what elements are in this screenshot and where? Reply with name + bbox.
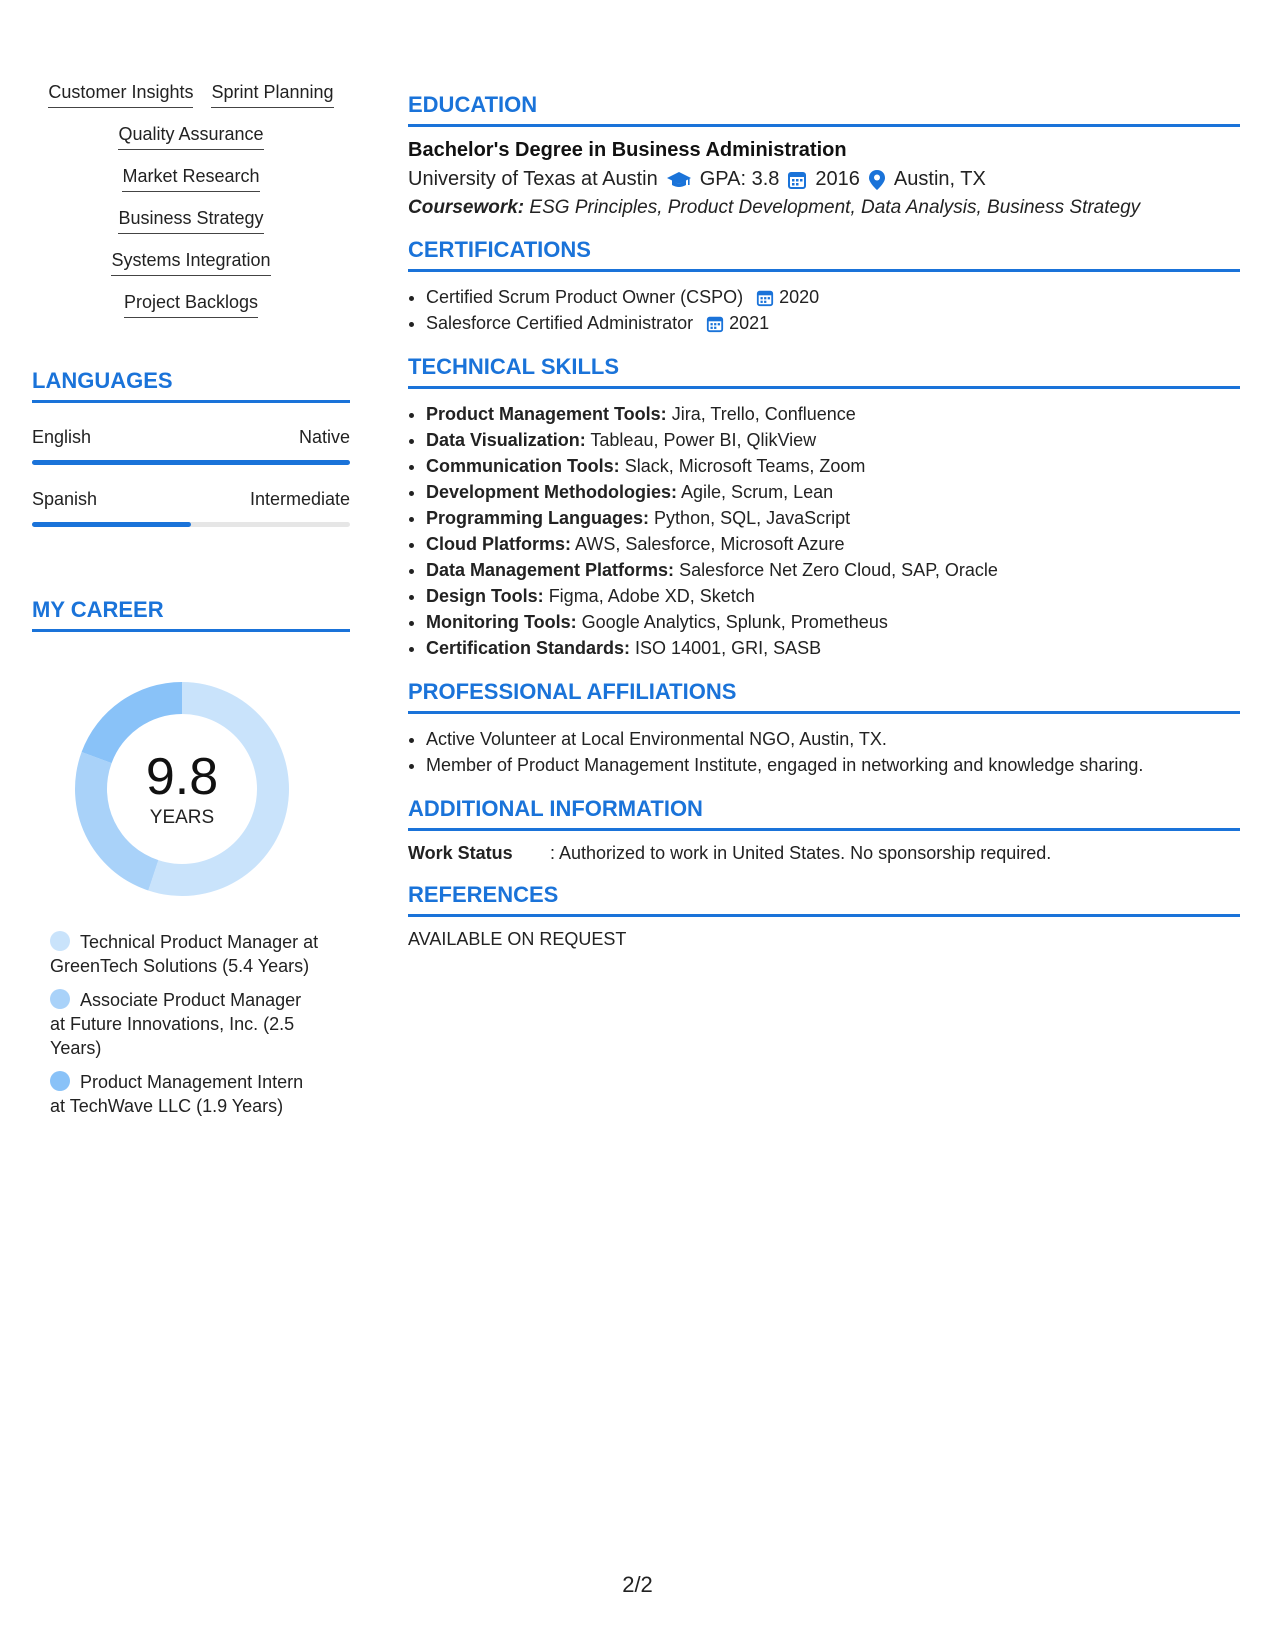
section-heading: TECHNICAL SKILLS [408, 354, 1240, 389]
career-total: 9.8 [145, 748, 219, 806]
coursework-value: ESG Principles, Product Development, Data Analysis, Business Strategy [529, 197, 1141, 218]
skill-label: Data Management Platforms: [426, 560, 675, 580]
legend-dot [50, 1071, 70, 1091]
skill-label: Product Management Tools: [426, 404, 667, 424]
calendar-icon [706, 315, 724, 333]
affiliations-list [408, 726, 1240, 778]
skill-item [426, 453, 1240, 479]
section-heading: REFERENCES [408, 882, 1240, 917]
degree-title: Bachelor's Degree in Business Administration [408, 139, 847, 161]
legend-dot [50, 931, 70, 951]
skill-value: Figma, Adobe XD, Sketch [548, 586, 755, 606]
legend-label: Associate Product Manager at Future Innovations, Inc. (2.5 Years) [50, 990, 302, 1058]
language-bar [32, 460, 350, 465]
legend-item [50, 930, 320, 978]
languages-section [32, 368, 350, 527]
certification-year: 2020 [779, 287, 820, 307]
skill-value: Agile, Scrum, Lean [681, 482, 834, 502]
skill-item [426, 401, 1240, 427]
skill-label: Cloud Platforms: [426, 534, 572, 554]
skill-label: Data Visualization: [426, 430, 586, 450]
skill-label: Monitoring Tools: [426, 612, 577, 632]
skill-value: ISO 14001, GRI, SASB [635, 638, 822, 658]
skill-label: Programming Languages: [426, 508, 650, 528]
affiliation-item: • Active Volunteer at Local Environmental NGO, Austin, TX. [426, 726, 1240, 752]
main-content [408, 92, 1240, 968]
career-legend [50, 930, 320, 1118]
skill-tag: Market Research [122, 166, 259, 192]
certification-name: Certified Scrum Product Owner (CSPO) [426, 287, 744, 307]
skill-value: Slack, Microsoft Teams, Zoom [624, 456, 866, 476]
education-meta [408, 168, 1240, 191]
career-section [32, 597, 350, 1118]
skill-item [426, 505, 1240, 531]
skill-tag: Quality Assurance [118, 124, 263, 150]
legend-label: Technical Product Manager at GreenTech Solutions (5.4 Years) [50, 932, 319, 976]
skill-value: AWS, Salesforce, Microsoft Azure [575, 534, 845, 554]
skill-item [426, 583, 1240, 609]
skill-tag: Business Strategy [118, 208, 263, 234]
references-section [408, 882, 1240, 950]
location-pin-icon [868, 169, 886, 191]
education-location: Austin, TX [893, 168, 986, 190]
references-text: AVAILABLE ON REQUEST [408, 929, 627, 949]
skill-item [426, 557, 1240, 583]
coursework [408, 197, 1240, 219]
affiliations-section [408, 679, 1240, 778]
skill-value: Jira, Trello, Confluence [671, 404, 856, 424]
language-name: English [32, 427, 92, 447]
skill-item [426, 635, 1240, 661]
language-bar [32, 522, 350, 527]
career-donut-chart [67, 674, 297, 904]
language-level: Native [298, 427, 350, 447]
certifications-section [408, 237, 1240, 336]
additional-info-section [408, 796, 1240, 864]
skill-item [426, 609, 1240, 635]
skill-tags [32, 82, 350, 318]
calendar-icon [787, 170, 807, 190]
certifications-list [408, 284, 1240, 336]
affiliation-item: • Member of Product Management Institute, engaged in networking and knowledge sharing. [426, 752, 1240, 778]
section-heading: CERTIFICATIONS [408, 237, 1240, 272]
skill-label: Certification Standards: [426, 638, 631, 658]
page-number: 2/2 [622, 1572, 653, 1597]
language-bar-fill [32, 522, 191, 527]
graduation-cap-icon [666, 170, 692, 190]
section-heading: PROFESSIONAL AFFILIATIONS [408, 679, 1240, 714]
skill-label: Development Methodologies: [426, 482, 678, 502]
skill-value: Python, SQL, JavaScript [654, 508, 851, 528]
skill-value: Salesforce Net Zero Cloud, SAP, Oracle [679, 560, 998, 580]
language-level: Intermediate [249, 489, 350, 509]
technical-skills-list [408, 401, 1240, 661]
sidebar [32, 82, 350, 1128]
skill-item [426, 531, 1240, 557]
skill-label: Communication Tools: [426, 456, 620, 476]
career-unit: YEARS [149, 807, 215, 828]
coursework-label: Coursework: [408, 197, 525, 218]
legend-item [50, 1070, 320, 1118]
calendar-icon [756, 289, 774, 307]
skill-item [426, 427, 1240, 453]
skill-tag: Sprint Planning [211, 82, 333, 108]
certification-name: Salesforce Certified Administrator [426, 313, 694, 333]
legend-label: Product Management Intern at TechWave LLC (1.9 Years) [50, 1072, 304, 1116]
skill-label: Design Tools: [426, 586, 544, 606]
language-name: Spanish [32, 489, 98, 509]
graduation-year: 2016 [815, 168, 860, 190]
skill-tag: Project Backlogs [124, 292, 258, 318]
legend-item [50, 988, 320, 1060]
language-item [32, 489, 350, 527]
education-section [408, 92, 1240, 219]
certification-item [426, 310, 1240, 336]
work-status-label: Work Status [408, 843, 513, 863]
certification-item [426, 284, 1240, 310]
language-bar-fill [32, 460, 350, 465]
section-heading: MY CAREER [32, 597, 350, 632]
section-heading: ADDITIONAL INFORMATION [408, 796, 1240, 831]
school-name: University of Texas at Austin [408, 168, 658, 190]
work-status-value: : Authorized to work in United States. No sponsorship required. [550, 843, 1052, 863]
section-heading: LANGUAGES [32, 368, 350, 403]
certification-year: 2021 [729, 313, 770, 333]
section-heading: EDUCATION [408, 92, 1240, 127]
skill-item [426, 479, 1240, 505]
skill-value: Google Analytics, Splunk, Prometheus [581, 612, 888, 632]
technical-skills-section [408, 354, 1240, 661]
skill-value: Tableau, Power BI, QlikView [590, 430, 817, 450]
work-status [408, 843, 1240, 864]
gpa: GPA: 3.8 [699, 168, 780, 190]
legend-dot [50, 989, 70, 1009]
language-item [32, 427, 350, 465]
skill-tag: Customer Insights [48, 82, 193, 108]
skill-tag: Systems Integration [111, 250, 270, 276]
